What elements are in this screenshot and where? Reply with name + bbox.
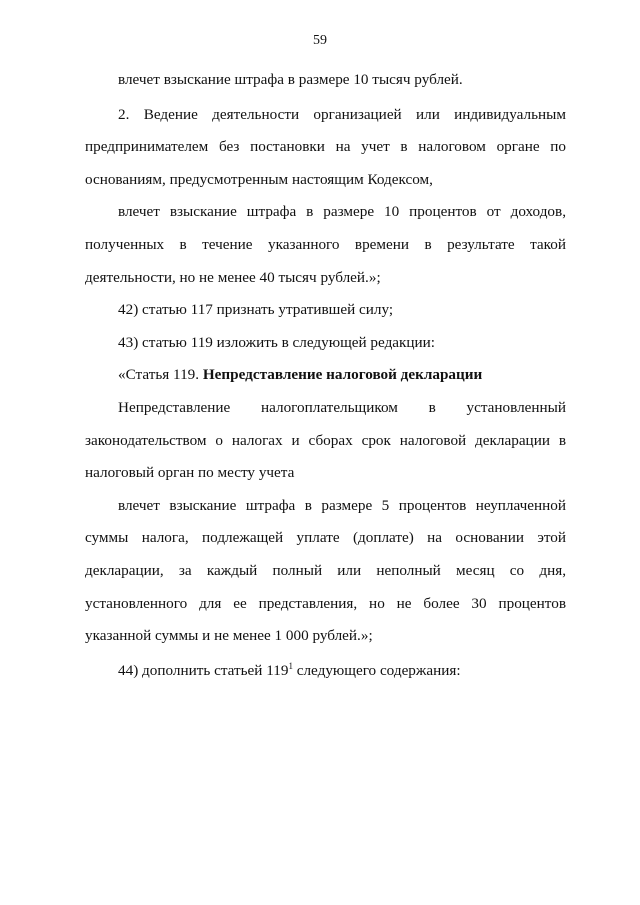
paragraph-fine-10k: влечет взыскание штрафа в размере 10 тысяч рублей. (118, 71, 463, 88)
document-body (85, 64, 566, 687)
item-44-prefix: 44) дополнить статьей 119 (118, 661, 289, 679)
article-119-label: «Статья 119. (118, 366, 203, 384)
paragraph-article-119-line1: Непредставление налогоплательщиком в установленный (118, 398, 566, 416)
paragraph-penalty-5pct-rest: суммы налога, подлежащей уплате (доплате) на основании этой декларации, за каждый полный или неполный месяц со дня, установленного для ее представления, но не более 30 процентов указанной суммы и не менее 1 000 рублей.»; (85, 529, 566, 645)
page-number: 59 (313, 33, 327, 48)
paragraph-item-2-line1: 2. Ведение деятельности организацией или индивидуальным (118, 105, 566, 123)
item-44-suffix: следующего содержания: (292, 661, 461, 679)
paragraph-item-42: 42) статью 117 признать утратившей силу; (118, 301, 394, 319)
paragraph-penalty-10pct-rest: полученных в течение указанного времени в результате такой деятельности, но не менее 40 тысяч рублей.»; (85, 235, 566, 286)
article-119-title: Непредставление налоговой декларации (202, 366, 483, 384)
paragraph-item-2-rest: предпринимателем без постановки на учет в налоговом органе по основаниям, предусмотренным настоящим Кодексом, (85, 138, 566, 188)
article-119-heading (85, 359, 566, 392)
paragraph-article-119-rest: законодательством о налогах и сборах срок налоговой декларации в налоговый орган по месту учета (85, 431, 566, 482)
paragraph-penalty-5pct-line1: влечет взыскание штрафа в размере 5 процентов неуплаченной (118, 496, 566, 514)
paragraph-item-43: 43) статью 119 изложить в следующей редакции: (118, 333, 436, 351)
paragraph-penalty-10pct-line1: влечет взыскание штрафа в размере 10 процентов от доходов, (118, 203, 566, 221)
paragraph-item-44 (85, 655, 566, 688)
superscript-1: 1 (288, 660, 293, 671)
